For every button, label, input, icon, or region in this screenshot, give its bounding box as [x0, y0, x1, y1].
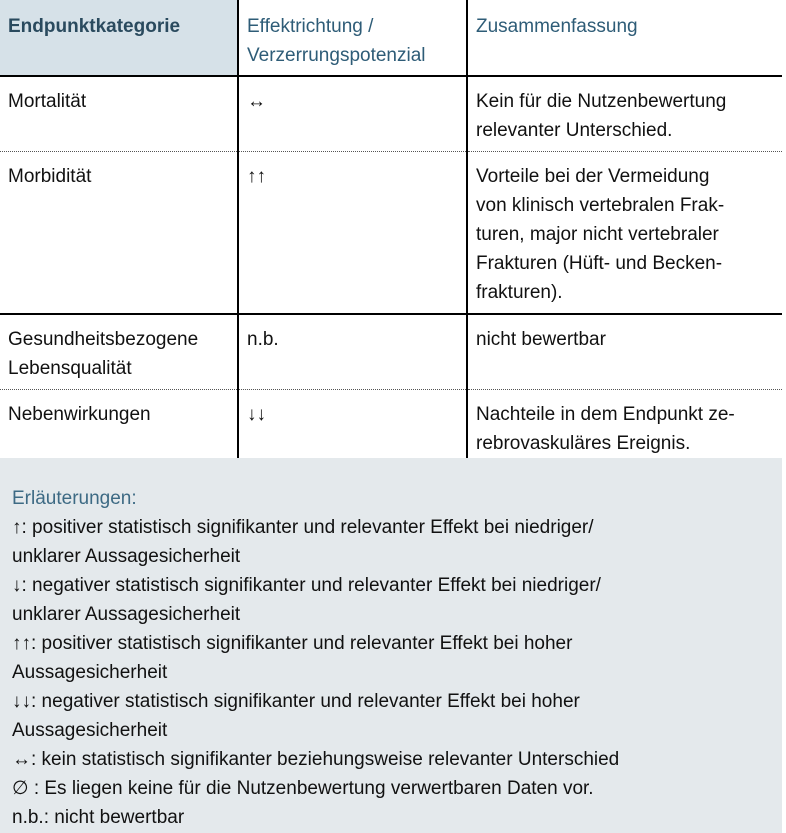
- legend-line: unklarer Aussagesicherheit: [12, 546, 241, 567]
- cell-zusammenfassung: [467, 152, 782, 315]
- cell-richtung: n.b.: [238, 314, 467, 390]
- table-header-row: [0, 0, 782, 76]
- summary-line: rebrovaskuläres Ereignis.: [476, 433, 691, 454]
- cell-zusammenfassung: [467, 76, 782, 152]
- legend-line: ↑↑: positiver statistisch signifikanter und relevanter Effekt bei hoher: [12, 633, 573, 654]
- legend-line: ↔: kein statistisch signifikanter beziehungsweise relevanter Unterschied: [12, 749, 620, 770]
- cell-richtung: ↔: [238, 76, 467, 152]
- legend-title: Erläuterungen:: [12, 488, 137, 509]
- table-row: [0, 390, 782, 465]
- summary-line: Kein für die Nutzenbewertung: [476, 91, 727, 112]
- cell-kategorie: [0, 314, 238, 390]
- summary-line: nicht bewertbar: [476, 329, 606, 350]
- table-row: [0, 314, 782, 390]
- cell-kategorie: Nebenwirkungen: [8, 404, 151, 425]
- legend-line: ↓: negativer statistisch signifikanter und relevanter Effekt bei niedriger/: [12, 575, 601, 596]
- header-effektrichtung-line2: Verzerrungspotenzial: [247, 45, 426, 66]
- summary-line: Frakturen (Hüft- und Becken-: [476, 253, 723, 274]
- cell-richtung: ↓↓: [238, 390, 467, 465]
- legend-box: [0, 458, 782, 833]
- table-row: [0, 152, 782, 315]
- summary-line: relevanter Unterschied.: [476, 120, 673, 141]
- summary-line: turen, major nicht vertebraler: [476, 224, 719, 245]
- cell-zusammenfassung: [467, 314, 782, 390]
- table-row: [0, 76, 782, 152]
- cell-kategorie: Mortalität: [0, 76, 238, 152]
- legend-line: Aussagesicherheit: [12, 662, 168, 683]
- kategorie-line: Lebensqualität: [8, 358, 132, 379]
- legend-line: unklarer Aussagesicherheit: [12, 604, 241, 625]
- cell-zusammenfassung: [467, 390, 782, 465]
- header-effektrichtung: [238, 0, 467, 76]
- cell-richtung: ↑↑: [238, 152, 467, 315]
- header-endpunktkategorie: Endpunktkategorie: [0, 0, 238, 76]
- header-zusammenfassung: Zusammenfassung: [467, 0, 782, 76]
- legend-line: ↑: positiver statistisch signifikanter und relevanter Effekt bei niedriger/: [12, 517, 594, 538]
- legend-line: ∅ : Es liegen keine für die Nutzenbewertung verwertbaren Daten vor.: [12, 778, 594, 799]
- summary-line: frakturen).: [476, 282, 563, 303]
- kategorie-line: Gesundheitsbezogene: [8, 329, 199, 350]
- cell-kategorie: Morbidität: [0, 152, 238, 315]
- legend-line: n.b.: nicht bewertbar: [12, 807, 185, 828]
- legend-line: Aussagesicherheit: [12, 720, 168, 741]
- summary-line: Vorteile bei der Vermeidung: [476, 166, 710, 187]
- legend-line: ↓↓: negativer statistisch signifikanter und relevanter Effekt bei hoher: [12, 691, 580, 712]
- header-effektrichtung-line1: Effektrichtung /: [247, 16, 374, 37]
- summary-line: Nachteile in dem Endpunkt ze-: [476, 404, 735, 425]
- summary-line: von klinisch vertebralen Frak-: [476, 195, 725, 216]
